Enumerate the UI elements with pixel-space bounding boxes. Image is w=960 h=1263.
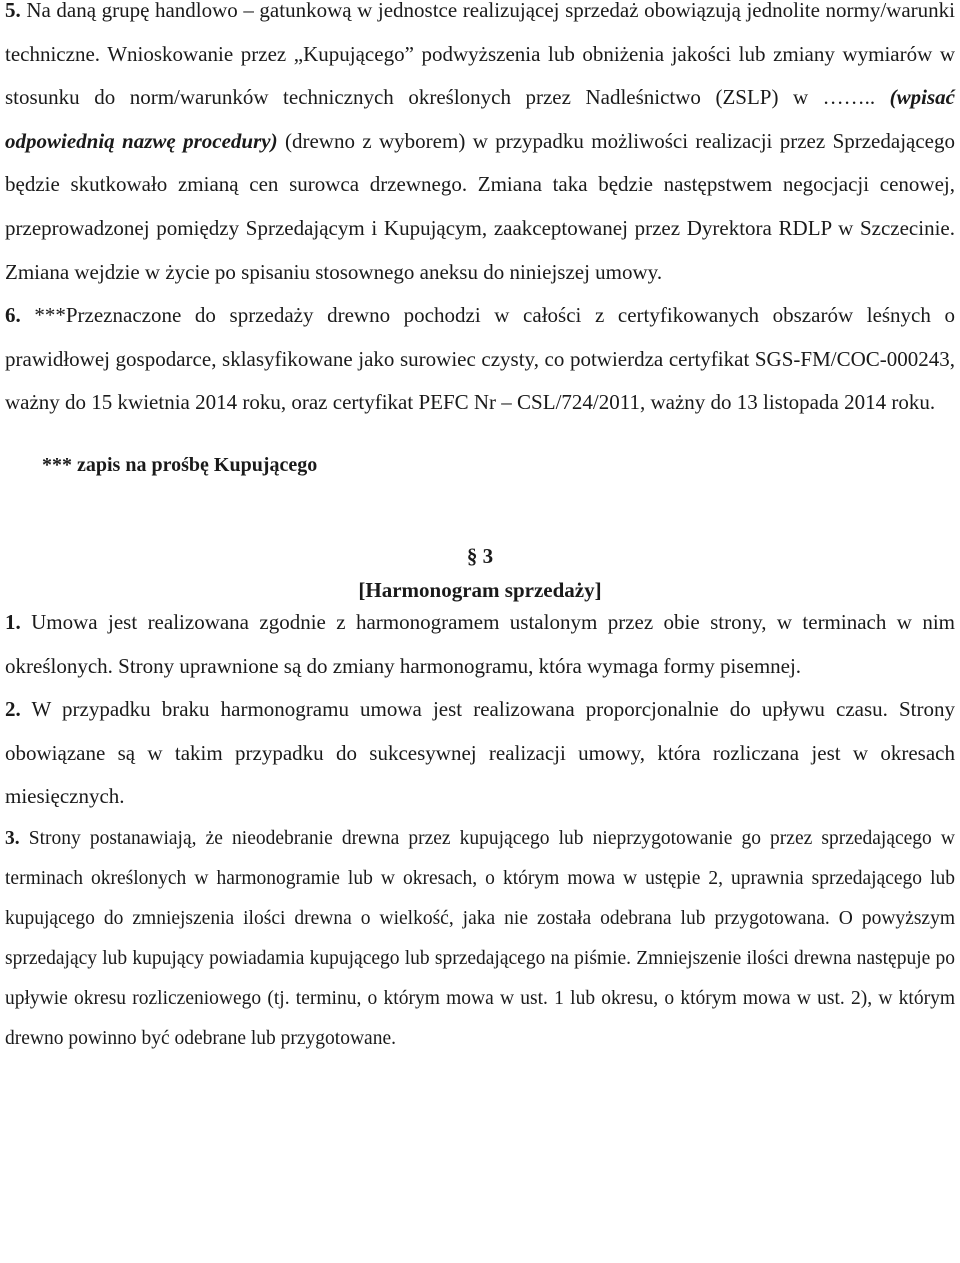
section-3-paragraph-1 (5, 601, 955, 688)
paragraph-6 (5, 294, 955, 425)
paragraph-text: ***Przeznaczone do sprzedaży drewno pochodzi w całości z certyfikowanych obszarów leśnych o prawidłowej gospodarce, sklasyfikowane jako surowiec czysty, co potwierdza certyfikat SGS-FM/COC-000243, ważny do 15 kwietnia 2014 roku, oraz certyfikat PEFC Nr – CSL/724/2011, ważny do 13 listopada 2014 roku. (5, 303, 955, 415)
paragraph-number: 1. (5, 609, 21, 634)
paragraph-number: 3. (5, 827, 20, 849)
section-3-paragraph-2 (5, 688, 955, 819)
document-page (5, 0, 955, 1059)
paragraph-number: 2. (5, 697, 21, 722)
section-title: [Harmonogram sprzedaży] (358, 577, 602, 602)
procedure-placeholder: (wpisać odpowiednią nazwę procedury) (5, 85, 956, 153)
section-3-paragraph-3 (5, 819, 955, 1059)
paragraph-text: Na daną grupę handlowo – gatunkową w jednostce realizującej sprzedaż obowiązują jednolite normy/warunki techniczne. Wnioskowanie przez „Kupującego” podwyższenia lub obniżenia jakości lub zmiany wymiarów w stosunku do norm/warunków technicznych określonych przez Nadleśnictwo (ZSLP) w …….. (5, 0, 955, 110)
paragraph-text: W przypadku braku harmonogramu umowa jest realizowana proporcjonalnie do upływu czasu. Strony obowiązane są w takim przypadku do sukcesywnej realizacji umowy, która rozliczana jest w okresach miesięcznych. (5, 697, 955, 809)
paragraph-5 (5, 0, 955, 294)
section-number: § 3 (466, 543, 494, 568)
paragraph-number: 5. (5, 0, 21, 22)
paragraph-text: Umowa jest realizowana zgodnie z harmonogramem ustalonym przez obie strony, w terminach w nim określonych. Strony uprawnione są do zmiany harmonogramu, która wymaga formy pisemnej. (5, 609, 955, 678)
paragraph-number: 6. (5, 303, 21, 328)
section-heading (5, 539, 955, 607)
paragraph-text: Strony postanawiają, że nieodebranie drewna przez kupującego lub nieprzygotowanie go przez sprzedającego w terminach określonych w harmonogramie lub w okresach, o którym mowa w ustępie 2, uprawnia sprzedającego lub kupującego do zmniejszenia ilości drewna o wielkość, jaka nie została odebrana lub przygotowana. O powyższym sprzedający lub kupujący powiadamia kupującego lub sprzedającego na piśmie. Zmniejszenie ilości drewna następuje po upływie okresu rozliczeniowego (tj. terminu, o którym mowa w ust. 1 lub okresu, o którym mowa w ust. 2), w którym drewno powinno być odebrane lub przygotowane. (5, 827, 955, 1049)
paragraph-text-cont: (drewno z wyborem) w przypadku możliwości realizacji przez Sprzedającego będzie skutkowało zmianą cen surowca drzewnego. Zmiana taka będzie następstwem negocjacji cenowej, przeprowadzonej pomiędzy Sprzedającym i Kupującym, zaakceptowanej przez Dyrektora RDLP w Szczecinie. Zmiana wejdzie w życie po spisaniu stosownego aneksu do niniejszej umowy. (5, 128, 955, 284)
buyer-request-note: *** zapis na prośbę Kupującego (42, 453, 318, 476)
